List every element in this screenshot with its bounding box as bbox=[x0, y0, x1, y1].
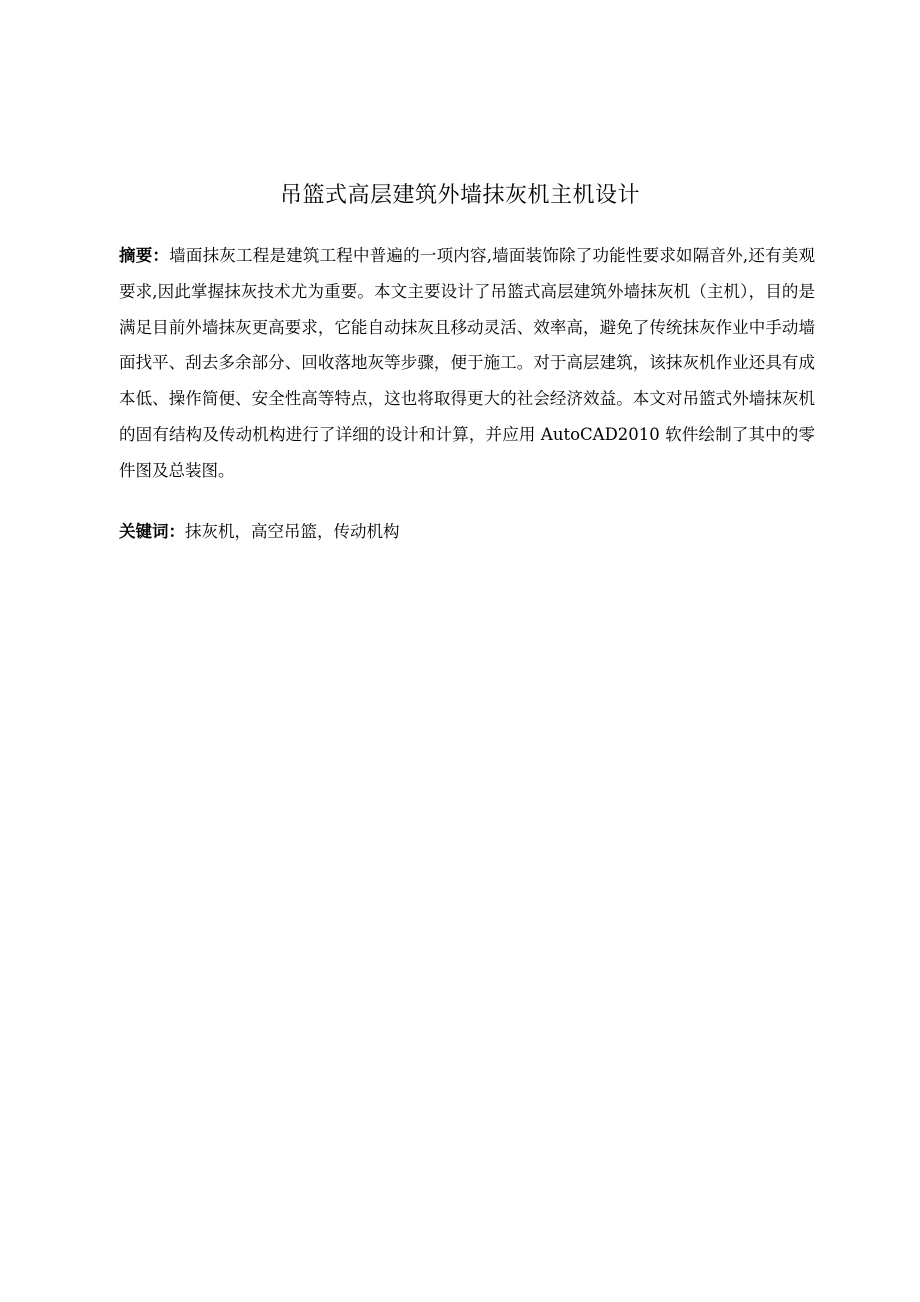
abstract-label: 摘要： bbox=[119, 246, 170, 265]
abstract-text: 墙面抹灰工程是建筑工程中普遍的一项内容,墙面装饰除了功能性要求如隔音外,还有美观要求,因此掌握抹灰技术尤为重要。本文主要设计了吊篮式高层建筑外墙抹灰机（主机），目的是满足目前外墙抹灰更高要求，它能自动抹灰且移动灵活、效率高，避免了传统抹灰作业中手动墙面找平、刮去多余部分、回收落地灰等步骤，便于施工。对于高层建筑，该抹灰机作业还具有成本低、操作简便、安全性高等特点，这也将取得更大的社会经济效益。本文对吊篮式外墙抹灰机的固有结构及传动机构进行了详细的设计和计算，并应用 AutoCAD2010 软件绘制了其中的零件图及总装图。 bbox=[119, 246, 816, 480]
document-title: 吊篮式高层建筑外墙抹灰机主机设计 bbox=[279, 183, 640, 208]
abstract-paragraph bbox=[119, 238, 815, 489]
keywords-label: 关键词： bbox=[119, 522, 185, 541]
keywords-text: 抹灰机，高空吊篮，传动机构 bbox=[185, 522, 400, 541]
keywords-line bbox=[119, 515, 815, 549]
